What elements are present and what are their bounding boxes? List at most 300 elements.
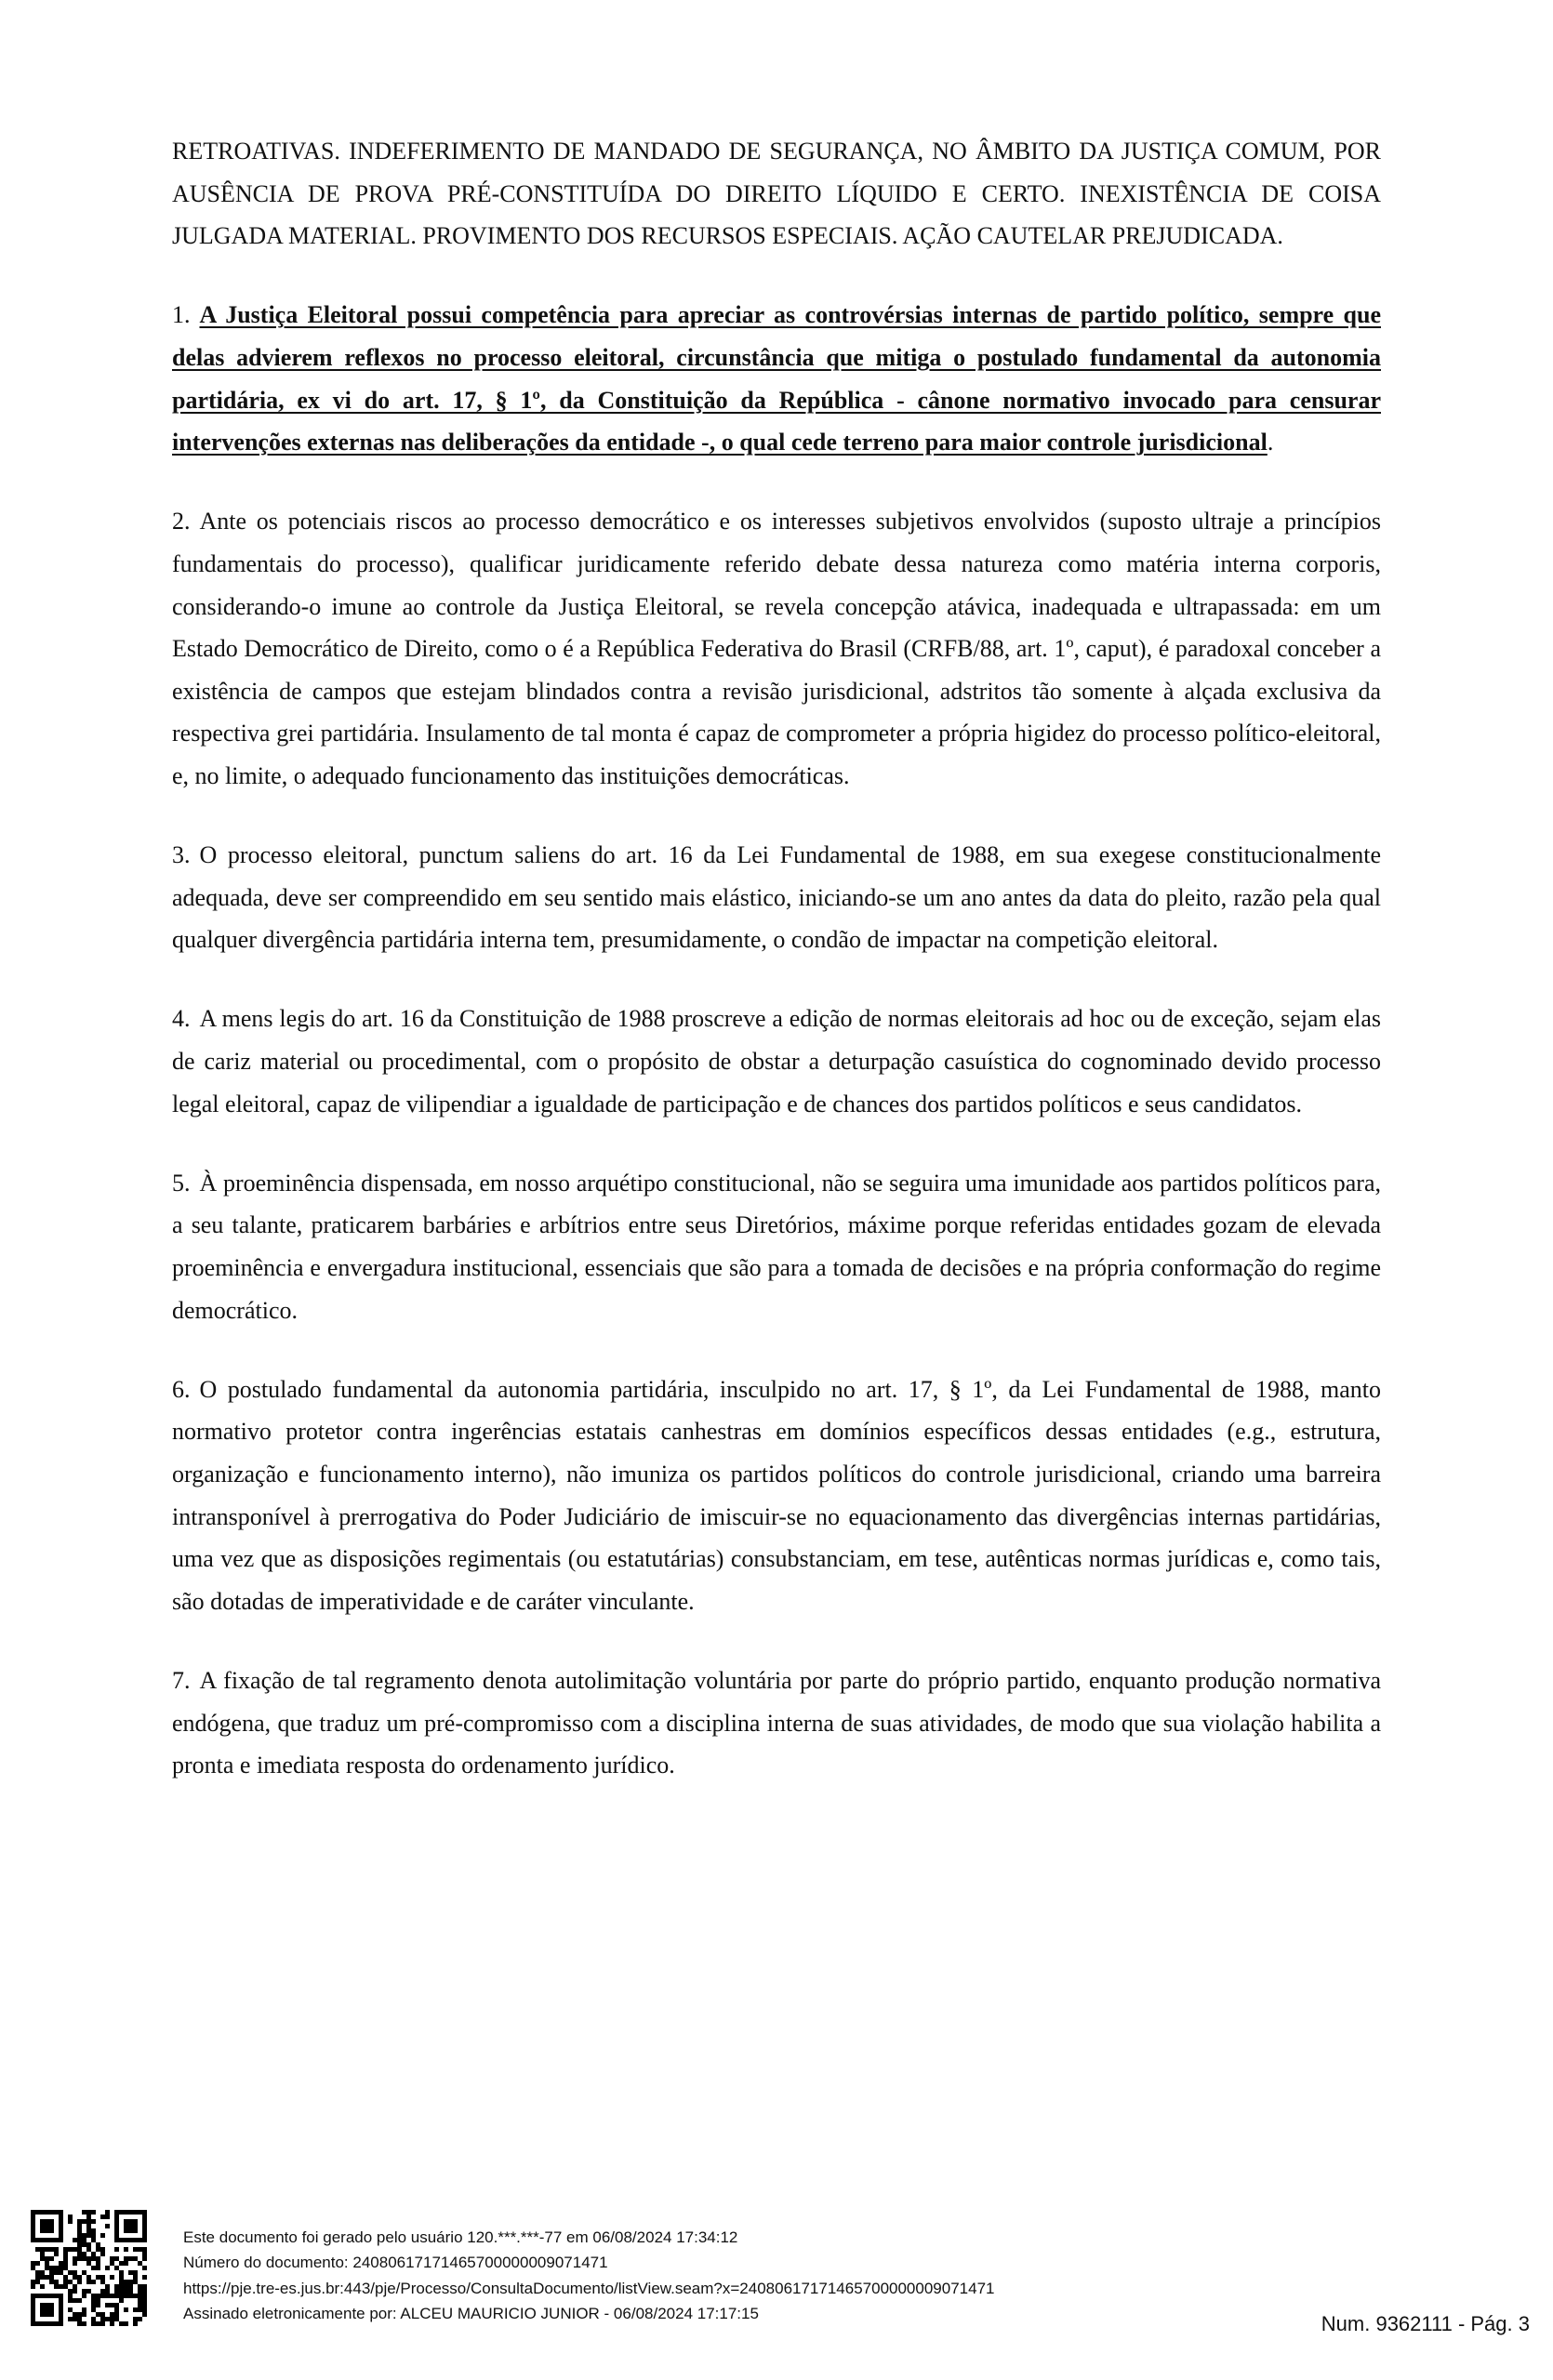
qr-module: [73, 2261, 77, 2266]
qr-module: [128, 2256, 133, 2261]
qr-module: [40, 2219, 45, 2224]
qr-module: [110, 2294, 114, 2298]
qr-module: [100, 2289, 105, 2294]
qr-module: [86, 2256, 91, 2261]
qr-module: [86, 2261, 91, 2266]
qr-module: [59, 2266, 63, 2270]
qr-module: [124, 2261, 128, 2266]
qr-module: [96, 2294, 100, 2298]
qr-module: [96, 2321, 100, 2326]
qr-module: [77, 2252, 82, 2256]
qr-module: [77, 2312, 82, 2317]
qr-module: [40, 2270, 45, 2275]
qr-module: [54, 2321, 59, 2326]
qr-module: [96, 2303, 100, 2307]
qr-module: [68, 2270, 73, 2275]
qr-module: [138, 2289, 142, 2294]
qr-module: [68, 2280, 73, 2284]
qr-module: [59, 2238, 63, 2242]
qr-module: [73, 2284, 77, 2289]
qr-module: [110, 2256, 114, 2261]
qr-module: [96, 2256, 100, 2261]
qr-module: [119, 2210, 124, 2215]
qr-module: [91, 2303, 96, 2307]
qr-module: [91, 2266, 96, 2270]
qr-module: [86, 2219, 91, 2224]
qr-module: [35, 2275, 40, 2280]
qr-module: [100, 2233, 105, 2238]
qr-module: [73, 2298, 77, 2303]
qr-module: [138, 2261, 142, 2266]
qr-module: [128, 2238, 133, 2242]
qr-module: [105, 2224, 110, 2228]
qr-module: [100, 2280, 105, 2284]
qr-module: [91, 2317, 96, 2321]
qr-module: [40, 2294, 45, 2298]
ementa-paragraph-2: [172, 500, 1381, 797]
qr-module: [133, 2294, 138, 2298]
qr-module: [77, 2275, 82, 2280]
qr-module: [124, 2224, 128, 2228]
verification-url-link[interactable]: https://pje.tre-es.jus.br:443/pje/Processo/ConsultaDocumento/listView.seam?x=24080617171465700000009071471: [183, 2279, 995, 2297]
qr-module: [114, 2233, 119, 2238]
qr-module: [59, 2210, 63, 2215]
qr-module: [105, 2284, 110, 2289]
qr-module: [110, 2317, 114, 2321]
qr-module: [40, 2228, 45, 2233]
qr-module: [114, 2247, 119, 2252]
qr-module: [142, 2294, 147, 2298]
qr-module: [110, 2312, 114, 2317]
qr-module: [35, 2261, 40, 2266]
qr-module: [91, 2219, 96, 2224]
qr-module: [31, 2321, 35, 2326]
qr-module: [31, 2317, 35, 2321]
qr-module: [63, 2247, 68, 2252]
qr-module: [124, 2321, 128, 2326]
qr-module: [31, 2312, 35, 2317]
qr-module: [124, 2280, 128, 2284]
qr-module: [63, 2275, 68, 2280]
qr-module: [63, 2256, 68, 2261]
qr-module: [142, 2256, 147, 2261]
qr-module: [49, 2270, 54, 2275]
qr-module: [100, 2275, 105, 2280]
qr-module: [40, 2252, 45, 2256]
qr-module: [73, 2317, 77, 2321]
qr-module: [31, 2298, 35, 2303]
qr-module: [142, 2210, 147, 2215]
qr-module: [142, 2247, 147, 2252]
qr-module: [45, 2224, 49, 2228]
qr-module: [49, 2303, 54, 2307]
qr-module: [68, 2317, 73, 2321]
qr-module: [91, 2298, 96, 2303]
qr-module: [77, 2228, 82, 2233]
qr-module: [49, 2307, 54, 2312]
qr-module: [133, 2224, 138, 2228]
qr-module: [73, 2247, 77, 2252]
qr-module: [133, 2321, 138, 2326]
qr-module: [114, 2303, 119, 2307]
qr-module: [142, 2284, 147, 2289]
qr-module: [124, 2219, 128, 2224]
qr-module: [91, 2228, 96, 2233]
qr-module: [138, 2210, 142, 2215]
qr-module: [114, 2224, 119, 2228]
qr-module: [49, 2224, 54, 2228]
qr-module: [124, 2307, 128, 2312]
qr-module: [91, 2307, 96, 2312]
document-number-text: Número do documento: 24080617171465700000009071471: [183, 2254, 608, 2272]
qr-module: [40, 2256, 45, 2261]
paragraph-emphasis: A Justiça Eleitoral possui competência para apreciar as controvérsias internas de partido político, sempre que delas advierem reflexos no processo eleitoral, circunstância que mitiga o postulado fundamental da autonomia partidária, ex vi do art. 17, § 1º, da Constituição da República - cânone normativo invocado para censurar intervenções externas nas deliberações da entidade -, o qual cede terreno para maior controle jurisdicional: [172, 301, 1381, 456]
qr-module: [91, 2294, 96, 2298]
qr-module: [133, 2247, 138, 2252]
qr-module: [73, 2256, 77, 2261]
paragraph-text: A fixação de tal regramento denota autolimitação voluntária por parte do próprio partido, enquanto produção normativa endógena, que traduz um pré-compromisso com a disciplina interna de suas atividades, de modo que sua violação habilita a pronta e imediata resposta do ordenamento jurídico.: [172, 1666, 1381, 1779]
qr-module: [40, 2224, 45, 2228]
qr-module: [114, 2289, 119, 2294]
qr-module: [105, 2303, 110, 2307]
qr-module: [114, 2256, 119, 2261]
qr-module: [40, 2247, 45, 2252]
qr-module: [82, 2233, 86, 2238]
qr-module: [82, 2238, 86, 2242]
qr-module: [96, 2312, 100, 2317]
qr-module: [63, 2261, 68, 2266]
qr-module: [31, 2284, 35, 2289]
page-number-label: Num. 9362111 - Pág. 3: [1321, 2312, 1530, 2335]
qr-module: [91, 2280, 96, 2284]
ementa-paragraph-1: [172, 294, 1381, 463]
qr-module: [49, 2256, 54, 2261]
qr-module: [45, 2275, 49, 2280]
qr-module: [40, 2307, 45, 2312]
qr-module: [49, 2210, 54, 2215]
qr-module: [142, 2307, 147, 2312]
qr-module: [77, 2298, 82, 2303]
generated-by-text: Este documento foi gerado pelo usuário 120.***.***-77 em 06/08/2024 17:34:12: [183, 2228, 738, 2246]
qr-module: [31, 2224, 35, 2228]
qr-module: [114, 2284, 119, 2289]
qr-module: [54, 2266, 59, 2270]
qr-module: [54, 2247, 59, 2252]
qr-module: [82, 2210, 86, 2215]
qr-module: [49, 2294, 54, 2298]
qr-module: [110, 2261, 114, 2266]
qr-module: [96, 2275, 100, 2280]
qr-module: [91, 2238, 96, 2242]
qr-module: [82, 2321, 86, 2326]
paragraph-number: 2.: [172, 508, 191, 536]
qr-module: [49, 2247, 54, 2252]
qr-module: [54, 2210, 59, 2215]
qr-module: [100, 2317, 105, 2321]
qr-module: [59, 2261, 63, 2266]
qr-module: [31, 2294, 35, 2298]
qr-module: [138, 2284, 142, 2289]
qr-module: [35, 2210, 40, 2215]
ementa-paragraph-4: [172, 998, 1381, 1125]
qr-module: [96, 2247, 100, 2252]
qr-module: [100, 2321, 105, 2326]
qr-module: [45, 2307, 49, 2312]
qr-code-icon[interactable]: [31, 2210, 147, 2326]
qr-module: [45, 2261, 49, 2266]
qr-module: [96, 2266, 100, 2270]
qr-module: [138, 2247, 142, 2252]
qr-module: [31, 2303, 35, 2307]
qr-module: [82, 2219, 86, 2224]
qr-module: [35, 2270, 40, 2275]
qr-module: [133, 2270, 138, 2275]
qr-module: [124, 2294, 128, 2298]
qr-module: [142, 2233, 147, 2238]
qr-module: [77, 2247, 82, 2252]
qr-module: [40, 2275, 45, 2280]
qr-module: [35, 2247, 40, 2252]
qr-module: [59, 2228, 63, 2233]
qr-module: [119, 2321, 124, 2326]
paragraph-text: O processo eleitoral, punctum saliens do art. 16 da Lei Fundamental de 1988, em sua exegese constitucionalmente adequada, deve ser compreendido em seu sentido mais elástico, iniciando-se um ano antes da data do pleito, razão pela qual qualquer divergência partidária interna tem, presumidamente, o condão de impactar na competição eleitoral.: [172, 841, 1381, 954]
qr-module: [59, 2270, 63, 2275]
qr-module: [54, 2270, 59, 2275]
qr-module: [91, 2252, 96, 2256]
qr-module: [119, 2298, 124, 2303]
qr-module: [138, 2298, 142, 2303]
qr-module: [54, 2284, 59, 2289]
qr-module: [68, 2307, 73, 2312]
qr-module: [49, 2280, 54, 2284]
qr-module: [96, 2298, 100, 2303]
qr-module: [105, 2210, 110, 2215]
qr-module: [124, 2289, 128, 2294]
qr-module: [128, 2210, 133, 2215]
qr-module: [91, 2233, 96, 2238]
qr-module: [73, 2289, 77, 2294]
qr-module: [133, 2238, 138, 2242]
qr-module: [77, 2224, 82, 2228]
qr-module: [54, 2252, 59, 2256]
qr-module: [40, 2312, 45, 2317]
qr-module: [73, 2312, 77, 2317]
qr-module: [142, 2252, 147, 2256]
qr-module: [45, 2256, 49, 2261]
qr-module: [142, 2289, 147, 2294]
ementa-paragraph-6: [172, 1368, 1381, 1623]
qr-module: [124, 2238, 128, 2242]
qr-module: [86, 2233, 91, 2238]
qr-module: [82, 2256, 86, 2261]
qr-module: [119, 2238, 124, 2242]
qr-module: [86, 2275, 91, 2280]
qr-module: [63, 2252, 68, 2256]
ementa-paragraph-5: [172, 1162, 1381, 1331]
qr-module: [124, 2247, 128, 2252]
qr-module: [35, 2280, 40, 2284]
qr-module: [77, 2256, 82, 2261]
qr-module: [110, 2275, 114, 2280]
qr-module: [49, 2219, 54, 2224]
qr-module: [77, 2219, 82, 2224]
qr-module: [68, 2219, 73, 2224]
ementa-heading-continuation: RETROATIVAS. INDEFERIMENTO DE MANDADO DE SEGURANÇA, NO ÂMBITO DA JUSTIÇA COMUM, POR AUSÊNCIA DE PROVA PRÉ-CONSTITUÍDA DO DIREITO LÍQUIDO E CERTO. INEXISTÊNCIA DE COISA JULGADA MATERIAL. PROVIMENTO DOS RECURSOS ESPECIAIS. AÇÃO CAUTELAR PREJUDICADA.: [172, 138, 1381, 250]
qr-module: [142, 2219, 147, 2224]
qr-module: [49, 2321, 54, 2326]
qr-module: [45, 2247, 49, 2252]
qr-module: [31, 2307, 35, 2312]
paragraph-number: 5.: [172, 1169, 191, 1197]
qr-module: [73, 2275, 77, 2280]
qr-module: [59, 2312, 63, 2317]
qr-module: [35, 2294, 40, 2298]
paragraph-text: Ante os potenciais riscos ao processo democrático e os interesses subjetivos envolvidos (suposto ultraje a princípios fundamentais do processo), qualificar juridicamente referido debate dessa natureza como matéria interna corporis, considerando-o imune ao controle da Justiça Eleitoral, se revela concepção atávica, inadequada e ultrapassada: em um Estado Democrático de Direito, como o é a República Federativa do Brasil (CRFB/88, art. 1º, caput), é paradoxal conceber a existência de campos que estejam blindados contra a revisão jurisdicional, adstritos tão somente à alçada exclusiva da respectiva grei partidária. Insulamento de tal monta é capaz de comprometer a própria higidez do processo político-eleitoral, e, no limite, o adequado funcionamento das instituições democráticas.: [172, 508, 1381, 789]
qr-module: [138, 2303, 142, 2307]
qr-module: [91, 2321, 96, 2326]
qr-module: [86, 2215, 91, 2219]
qr-module: [73, 2270, 77, 2275]
qr-module: [133, 2307, 138, 2312]
paragraph-number: 6.: [172, 1375, 191, 1403]
qr-module: [45, 2238, 49, 2242]
qr-module: [133, 2210, 138, 2215]
qr-module: [45, 2303, 49, 2307]
qr-module: [49, 2312, 54, 2317]
qr-module: [77, 2233, 82, 2238]
qr-module: [114, 2238, 119, 2242]
qr-module: [142, 2215, 147, 2219]
qr-module: [138, 2294, 142, 2298]
qr-module: [124, 2210, 128, 2215]
qr-module: [68, 2215, 73, 2219]
paragraph-number: 1.: [172, 301, 191, 329]
qr-module: [45, 2312, 49, 2317]
qr-module: [128, 2280, 133, 2284]
qr-module: [54, 2238, 59, 2242]
qr-module: [114, 2317, 119, 2321]
paragraph-text: .: [1267, 429, 1274, 456]
qr-module: [142, 2228, 147, 2233]
qr-module: [133, 2219, 138, 2224]
qr-module: [96, 2242, 100, 2247]
qr-module: [68, 2289, 73, 2294]
ementa-paragraph-7: [172, 1659, 1381, 1787]
qr-module: [68, 2294, 73, 2298]
paragraph-text: À proeminência dispensada, em nosso arquétipo constitucional, não se seguira uma imunidade aos partidos políticos para, a seu talante, praticarem barbáries e arbítrios entre seus Diretórios, máxime porque referidas entidades gozam de elevada proeminência e envergadura institucional, essenciais que são para a tomada de decisões e na própria conformação do regime democrático.: [172, 1169, 1381, 1324]
qr-module: [128, 2228, 133, 2233]
qr-module: [114, 2210, 119, 2215]
qr-module: [138, 2238, 142, 2242]
paragraph-number: 7.: [172, 1666, 191, 1694]
qr-module: [31, 2228, 35, 2233]
qr-module: [133, 2317, 138, 2321]
qr-module: [63, 2266, 68, 2270]
document-body: [172, 130, 1381, 1823]
qr-module: [86, 2242, 91, 2247]
qr-module: [63, 2280, 68, 2284]
qr-module: [119, 2280, 124, 2284]
qr-module: [59, 2307, 63, 2312]
qr-module: [142, 2298, 147, 2303]
qr-module: [40, 2210, 45, 2215]
qr-module: [100, 2294, 105, 2298]
qr-module: [86, 2247, 91, 2252]
qr-module: [86, 2210, 91, 2215]
qr-module: [82, 2242, 86, 2247]
qr-module: [114, 2294, 119, 2298]
qr-module: [114, 2228, 119, 2233]
qr-module: [40, 2321, 45, 2326]
qr-module: [91, 2210, 96, 2215]
qr-module: [31, 2280, 35, 2284]
qr-module: [68, 2298, 73, 2303]
qr-module: [142, 2275, 147, 2280]
qr-module: [133, 2280, 138, 2284]
qr-module: [59, 2219, 63, 2224]
qr-module: [82, 2270, 86, 2275]
qr-module: [82, 2307, 86, 2312]
qr-module: [82, 2252, 86, 2256]
qr-module: [86, 2289, 91, 2294]
qr-module: [128, 2284, 133, 2289]
qr-module: [86, 2228, 91, 2233]
qr-module: [77, 2317, 82, 2321]
qr-module: [59, 2284, 63, 2289]
paragraph-number: 4.: [172, 1005, 191, 1033]
paragraph-number: 3.: [172, 841, 191, 869]
qr-module: [31, 2261, 35, 2266]
qr-module: [86, 2224, 91, 2228]
qr-module: [59, 2233, 63, 2238]
qr-module: [59, 2321, 63, 2326]
qr-module: [119, 2284, 124, 2289]
qr-module: [142, 2303, 147, 2307]
qr-module: [138, 2317, 142, 2321]
qr-module: [31, 2215, 35, 2219]
qr-module: [59, 2303, 63, 2307]
qr-module: [119, 2289, 124, 2294]
qr-module: [49, 2275, 54, 2280]
qr-module: [59, 2215, 63, 2219]
qr-module: [124, 2284, 128, 2289]
qr-module: [142, 2312, 147, 2317]
qr-module: [40, 2284, 45, 2289]
qr-module: [54, 2294, 59, 2298]
qr-module: [133, 2256, 138, 2261]
qr-module: [114, 2312, 119, 2317]
qr-module: [110, 2321, 114, 2326]
qr-module: [105, 2266, 110, 2270]
qr-module: [124, 2228, 128, 2233]
qr-module: [59, 2298, 63, 2303]
qr-module: [82, 2289, 86, 2294]
qr-module: [100, 2252, 105, 2256]
signature-footer: [183, 2225, 994, 2326]
paragraph-text: O postulado fundamental da autonomia partidária, insculpido no art. 17, § 1º, da Lei Fundamental de 1988, manto normativo protetor contra ingerências estatais canhestras em domínios específicos dessas entidades (e.g., estrutura, organização e funcionamento interno), não imuniza os partidos políticos do controle jurisdicional, criando uma barreira intransponível à prerrogativa do Poder Judiciário de imiscuir-se no equacionamento das divergências internas partidárias, uma vez que as disposições regimentais (ou estatutárias) consubstanciam, em tese, autênticas normas jurídicas e, como tais, são dotadas de imperatividade e de caráter vinculante.: [172, 1375, 1381, 1615]
qr-module: [142, 2266, 147, 2270]
qr-module: [119, 2261, 124, 2266]
qr-module: [73, 2238, 77, 2242]
qr-module: [124, 2256, 128, 2261]
qr-module: [142, 2238, 147, 2242]
qr-module: [49, 2238, 54, 2242]
qr-module: [105, 2317, 110, 2321]
qr-module: [119, 2275, 124, 2280]
qr-module: [128, 2219, 133, 2224]
qr-module: [138, 2307, 142, 2312]
qr-module: [49, 2266, 54, 2270]
